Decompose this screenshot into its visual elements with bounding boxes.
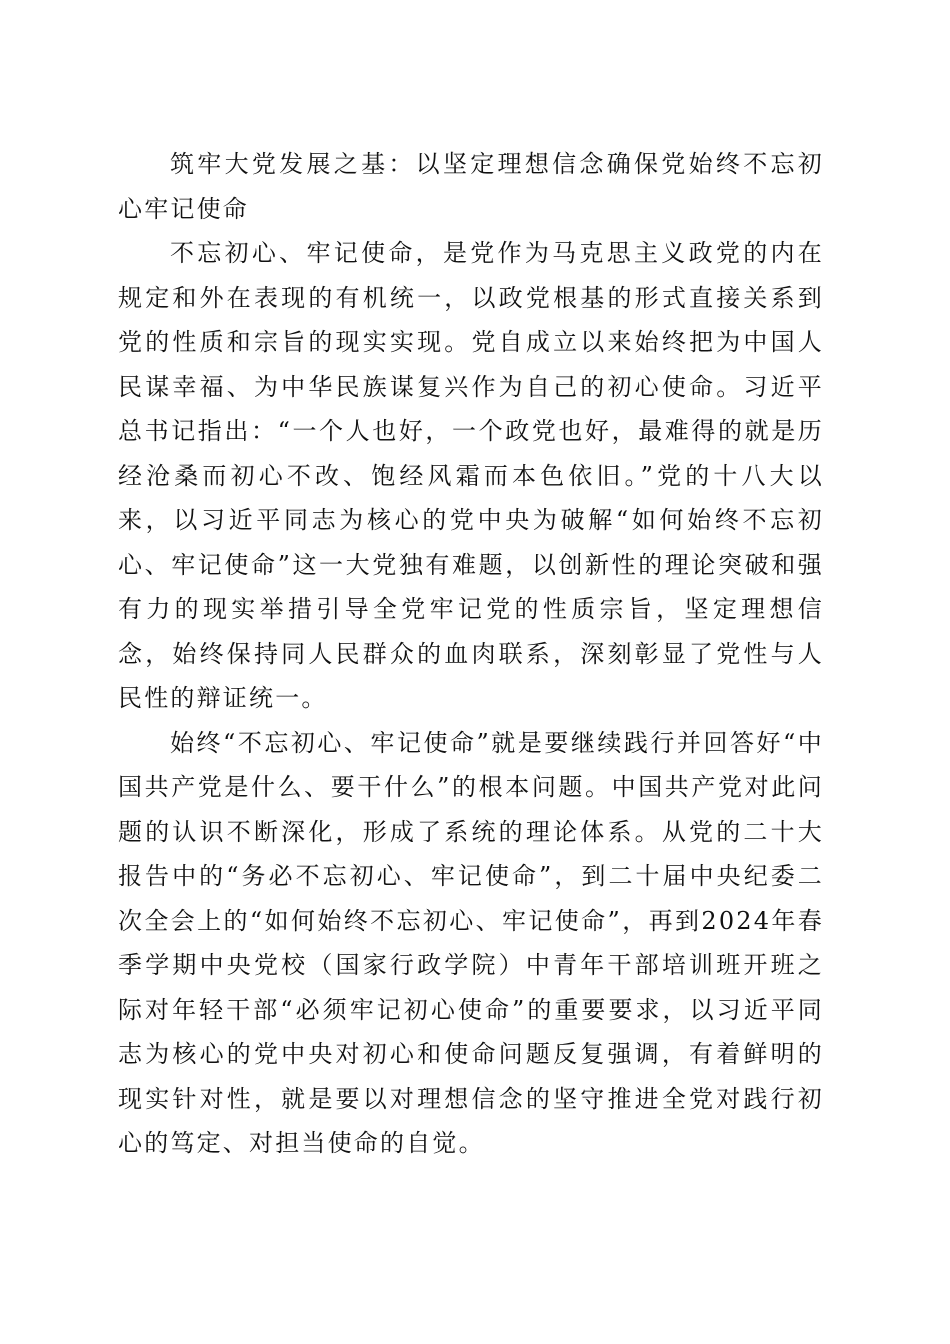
paragraph-1: 不忘初心、牢记使命，是党作为马克思主义政党的内在规定和外在表现的有机统一，以政党根基的形式直接关系到党的性质和宗旨的现实实现。党自成立以来始终把为中国人民谋幸福、为中华民族谋复兴作为自己的初心使命。习近平总书记指出：“一个人也好，一个政党也好，最难得的就是历经沧桑而初心不改、饱经风霜而本色依旧。”党的十八大以来，以习近平同志为核心的党中央为破解“如何始终不忘初心、牢记使命”这一大党独有难题，以创新性的理论突破和强有力的现实举措引导全党牢记党的性质宗旨，坚定理想信念，始终保持同人民群众的血肉联系，深刻彰显了党性与人民性的辩证统一。 [118, 239, 824, 712]
document-body [118, 142, 824, 1166]
paragraph-2: 始终“不忘初心、牢记使命”就是要继续践行并回答好“中国共产党是什么、要干什么”的根本问题。中国共产党对此问题的认识不断深化，形成了系统的理论体系。从党的二十大报告中的“务必不忘初心、牢记使命”，到二十届中央纪委二次全会上的“如何始终不忘初心、牢记使命”，再到2024年春季学期中央党校（国家行政学院）中青年干部培训班开班之际对年轻干部“必须牢记初心使命”的重要要求，以习近平同志为核心的党中央对初心和使命问题反复强调，有着鲜明的现实针对性，就是要以对理想信念的坚守推进全党对践行初心的笃定、对担当使命的自觉。 [118, 728, 824, 1157]
document-title: 筑牢大党发展之基：以坚定理想信念确保党始终不忘初心牢记使命 [118, 150, 824, 223]
